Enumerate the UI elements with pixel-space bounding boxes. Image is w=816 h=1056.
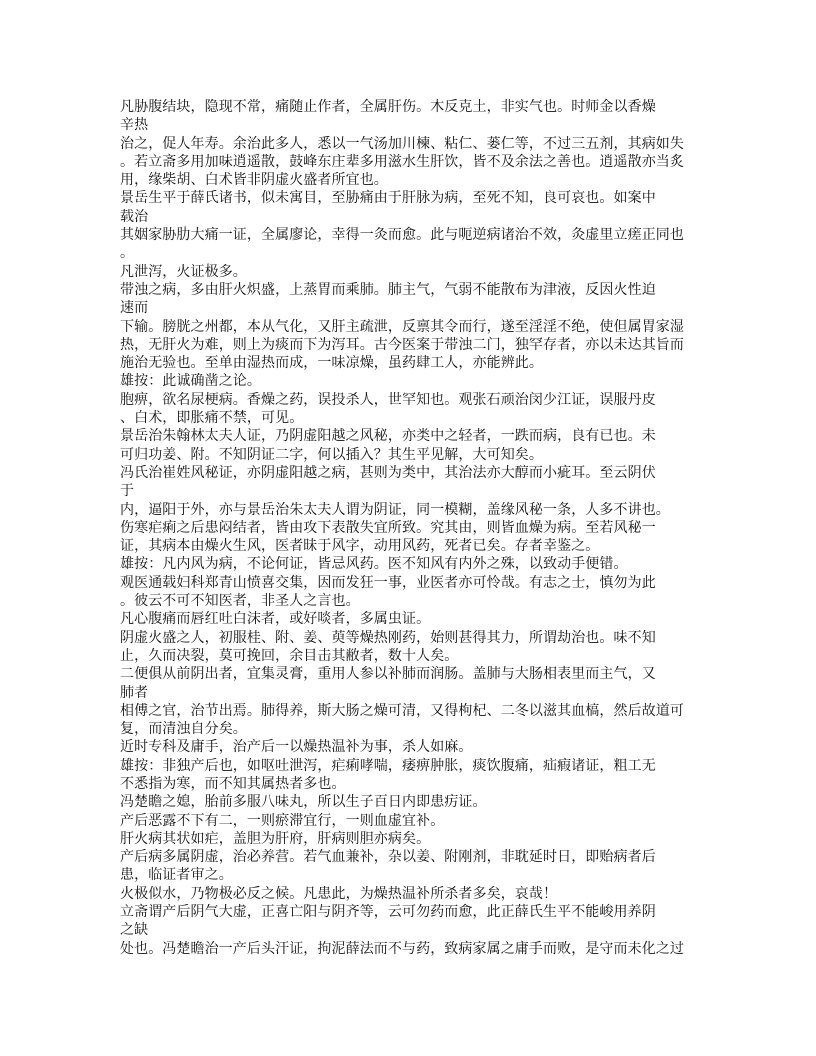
text-line: 用，缘柴胡、白术皆非阴虚火盛者所宜也。 [120,172,388,189]
text-line: 证，其病本由燥火生风，医者昧于风字，动用风药，死者已矣。存者幸鉴之。 [120,538,600,555]
text-line: 患，临证者审之。 [120,867,233,884]
text-line: 冯楚瞻之媳，胎前多服八味丸，所以生子百日内即患疠证。 [120,794,487,811]
text-line: 不悉指为寒，而不知其属热者多也。 [120,775,346,792]
text-line: 于 [120,483,135,500]
text-line: 之缺 [120,922,149,939]
text-line: 载治 [120,208,149,225]
text-line: 凡泄泻，火证极多。 [120,263,247,280]
text-line: 速而 [120,300,149,317]
text-line: 近时专科及庸手，治产后一以燥热温补为事，杀人如麻。 [120,739,473,756]
text-line: 雄按：非独产后也，如呕吐泄泻，疟痢哮喘，痿痹肿胀，痰饮腹痛，疝瘕诸证，粗工无 [120,757,656,774]
text-line: 可归功姜、附。不知阴证二字，何以插入？其生平见解，大可知矣。 [120,446,543,463]
text-line: 产后病多属阴虚，治必养营。若气血兼补，杂以姜、附刚剂，非耽延时日，即贻病者后 [120,849,656,866]
text-line: 内，逼阳于外，亦与景岳治朱太夫人谓为阴证，同一模糊，盖缘风秘一条，人多不讲也。 [120,501,670,518]
text-line: 胞痹，欲名尿梗病。香燥之药，误投杀人，世罕知也。观张石顽治闵少江证，误服丹皮 [120,391,656,408]
text-line: 冯氏治崔姓风秘证，亦阴虚阳越之病，甚则为类中，其治法亦大醇而小疵耳。至云阴伏 [120,464,656,481]
text-line: 、白术，即胀痛不禁，可见。 [120,410,304,427]
text-line: 二便俱从前阴出者，宜集灵膏，重用人参以补肺而润肠。盖肺与大肠相表里而主气，又 [120,666,656,683]
text-line: 下输。膀胱之州都，本从气化，又肝主疏泄，反禀其令而行，遂至淫淫不绝，使但属胃家湿 [120,318,684,335]
document-body [120,98,700,958]
text-line: 景岳生平于薛氏诸书，似未寓目，至胁痛由于肝脉为病，至死不知，良可哀也。如案中 [120,190,656,207]
text-line: 阴虚火盛之人，初服桂、附、姜、萸等燥热刚药，始则甚得其力，所谓劫治也。味不知 [120,629,656,646]
text-line: 复，而清浊自分矣。 [120,721,247,738]
text-line: 肺者 [120,684,149,701]
text-line: 施治无验也。至单由湿热而成，一味凉燥，虽药肆工人，亦能辨此。 [120,355,543,372]
text-line: 立斋谓产后阴气大虚，正喜亡阳与阴齐等，云可勿药而愈，此正薛氏生平不能峻用养阴 [120,904,656,921]
text-line: 景岳治朱翰林太夫人证，乃阴虚阳越之风秘，亦类中之轻者，一跌而病，良有已也。未 [120,428,656,445]
text-line: 辛热 [120,117,149,134]
text-line: 。 [120,245,135,262]
text-line: 。若立斋多用加味逍遥散，鼓峰东庄辈多用滋水生肝饮，皆不及余法之善也。逍遥散亦当炙 [120,153,684,170]
text-line: 凡胁腹结块，隐现不常，痛随止作者，全属肝伤。木反克土，非实气也。时师金以香燥 [120,99,656,115]
text-line: 产后恶露不下有二，一则瘀滞宜行，一则血虚宜补。 [120,812,445,829]
text-line: 其姻家胁肋大痛一证，全属廖论，幸得一灸而愈。此与呃逆病诸治不效，灸虚里立瘥正同也 [120,227,684,244]
text-line: 止，久而决裂，莫可挽回，余目击其敝者，数十人矣。 [120,647,459,664]
text-line: 雄按：凡内风为病，不论何证，皆忌风药。医不知风有内外之殊，以致动手便错。 [120,556,628,573]
text-line: 热，无肝火为难，则上为痰而下为泻耳。古今医案于带浊二门，独罕存者，亦以未达其旨而 [120,336,684,353]
text-line: 雄按：此诚确凿之论。 [120,373,261,390]
text-line: 凡心腹痛而唇红吐白沫者，或好啖者，多属虫证。 [120,611,431,628]
text-line: 观医通载妇科郑青山愤喜交集，因而发狂一事，业医者亦可怜哉。有志之士，慎勿为此 [120,574,656,591]
text-line: 治之，促人年寿。余治此多人，悉以一气汤加川楝、粘仁、蒌仁等，不过三五剂，其病如失 [120,135,684,152]
text-line: 火极似水，乃物极必反之候。凡患此，为燥热温补所杀者多矣，哀哉！ [120,885,558,902]
text-line: 。彼云不可不知医者，非圣人之言也。 [120,593,360,610]
text-line: 处也。冯楚瞻治一产后头汗证，拘泥薛法而不与药，致病家属之庸手而败，是守而未化之过 [120,940,684,957]
text-line: 相傅之官，治节出焉。肺得养，斯大肠之燥可清，又得枸杞、二冬以滋其血槁，然后故道可 [120,702,684,719]
text-line: 带浊之病，多由肝火炽盛，上蒸胃而乘肺。肺主气，气弱不能散布为津液，反因火性迫 [120,281,656,298]
text-line: 伤寒疟痢之后患闷结者，皆由攻下表散失宜所致。究其由，则皆血燥为病。至若风秘一 [120,519,656,536]
text-line: 肝火病其状如疟，盖胆为肝府，肝病则胆亦病矣。 [120,830,431,847]
